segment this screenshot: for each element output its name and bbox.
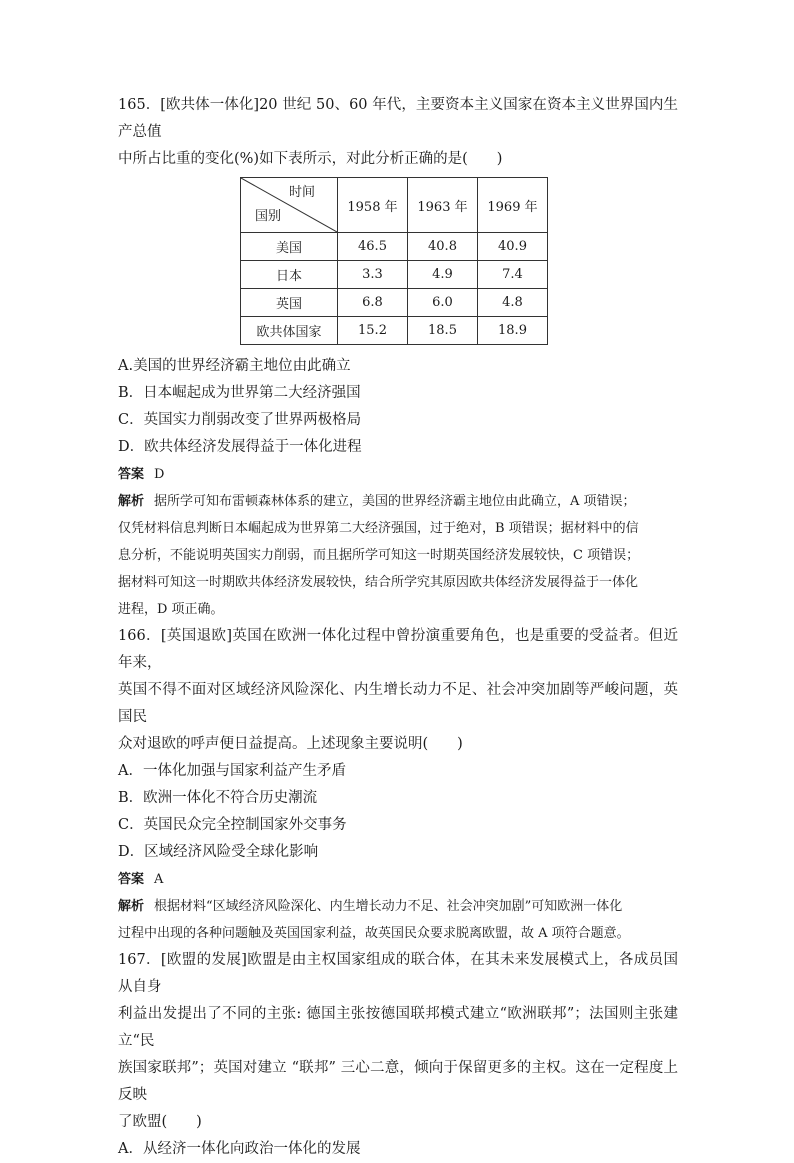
- q167-stem-line: 利益出发提出了不同的主张: 德国主张按德国联邦模式建立“欧洲联邦”；法国则主张建立“民: [118, 1006, 678, 1049]
- explanation-text: 据所学可知布雷顿森林体系的建立，美国的世界经济霸主地位由此确立，A 项错误；: [154, 494, 636, 509]
- q165-explanation-line: [118, 488, 678, 515]
- q165-answer: [118, 461, 678, 488]
- q166-option-b: B．欧洲一体化不符合历史潮流: [118, 790, 318, 806]
- q166-stem-line: 166．[英国退欧]英国在欧洲一体化过程中曾扮演重要角色，也是重要的受益者。但近年来，: [118, 628, 678, 671]
- q166-explanation-line: [118, 893, 678, 920]
- table-row: [241, 317, 548, 345]
- q166-stem-line: 英国不得不面对区域经济风险深化、内生增长动力不足、社会冲突加剧等严峻问题，英国民: [118, 682, 678, 725]
- value-cell: 6.0: [408, 289, 478, 317]
- table-row: [241, 233, 548, 261]
- q165-stem-line1: 165．[欧共体一体化]20 世纪 50、60 年代，主要资本主义国家在资本主义世界国内生产总值: [118, 97, 678, 140]
- value-cell: 4.9: [408, 261, 478, 289]
- value-cell: 18.9: [478, 317, 548, 345]
- value-cell: 40.8: [408, 233, 478, 261]
- corner-time-label: 时间: [288, 185, 315, 200]
- table-header-row: [241, 178, 548, 233]
- q165-explanation-line: 息分析，不能说明英国实力削弱，而且据所学可知这一时期英国经济发展较快，C 项错误；: [118, 548, 640, 563]
- table-corner-cell: [241, 178, 338, 233]
- value-cell: 15.2: [338, 317, 408, 345]
- q165-explanation-line: 据材料可知这一时期欧共体经济发展较快，结合所学究其原因欧共体经济发展得益于一体化: [118, 575, 639, 590]
- q165-explanation-line: 进程，D 项正确。: [118, 602, 224, 617]
- gdp-share-table: [240, 177, 548, 345]
- country-cell: 英国: [241, 289, 338, 317]
- year-header: 1969 年: [478, 178, 548, 233]
- q167-stem-line: 族国家联邦”；英国对建立 “联邦” 三心二意，倾向于保留更多的主权。这在一定程度上反映: [118, 1060, 678, 1103]
- value-cell: 40.9: [478, 233, 548, 261]
- table-row: [241, 261, 548, 289]
- q166-explanation-line: 过程中出现的各种问题触及英国国家利益，故英国民众要求脱离欧盟，故 A 项符合题意。: [118, 926, 630, 941]
- country-cell: 欧共体国家: [241, 317, 338, 345]
- value-cell: 3.3: [338, 261, 408, 289]
- q165-option-c: C．英国实力削弱改变了世界两极格局: [118, 412, 362, 428]
- country-cell: 日本: [241, 261, 338, 289]
- answer-value: A: [154, 872, 164, 887]
- table-row: [241, 289, 548, 317]
- value-cell: 6.8: [338, 289, 408, 317]
- q166-stem-line: 众对退欧的呼声便日益提高。上述现象主要说明( ): [118, 736, 463, 752]
- q167-stem-line: 167．[欧盟的发展]欧盟是由主权国家组成的联合体，在其未来发展模式上，各成员国从自身: [118, 952, 678, 995]
- value-cell: 4.8: [478, 289, 548, 317]
- answer-label: 答案: [118, 467, 145, 482]
- corner-country-label: 国别: [255, 209, 282, 224]
- q167-stem-line: 了欧盟( ): [118, 1114, 202, 1130]
- q166-option-c: C．英国民众完全控制国家外交事务: [118, 817, 347, 833]
- q166-answer: [118, 866, 678, 893]
- q165-option-d: D．欧共体经济发展得益于一体化进程: [118, 439, 362, 455]
- answer-label: 答案: [118, 872, 145, 887]
- document-page: [118, 92, 678, 1163]
- q166-option-a: A．一体化加强与国家利益产生矛盾: [118, 763, 346, 779]
- explanation-text: 根据材料“区域经济风险深化、内生增长动力不足、社会冲突加剧”可知欧洲一体化: [154, 899, 623, 914]
- year-header: 1963 年: [408, 178, 478, 233]
- value-cell: 46.5: [338, 233, 408, 261]
- year-header: 1958 年: [338, 178, 408, 233]
- value-cell: 7.4: [478, 261, 548, 289]
- q165-option-a: A.美国的世界经济霸主地位由此确立: [118, 358, 351, 374]
- q165-option-b: B．日本崛起成为世界第二大经济强国: [118, 385, 361, 401]
- q165-explanation-line: 仅凭材料信息判断日本崛起成为世界第二大经济强国，过于绝对，B 项错误；据材料中的信: [118, 521, 639, 536]
- explanation-label: 解析: [118, 899, 145, 914]
- q165-stem-line2: 中所占比重的变化(%)如下表所示，对此分析正确的是( ): [118, 151, 503, 167]
- q166-option-d: D．区域经济风险受全球化影响: [118, 844, 319, 860]
- country-cell: 美国: [241, 233, 338, 261]
- value-cell: 18.5: [408, 317, 478, 345]
- q167-option-a: A．从经济一体化向政治一体化的发展: [118, 1141, 361, 1157]
- explanation-label: 解析: [118, 494, 145, 509]
- answer-value: D: [154, 467, 165, 482]
